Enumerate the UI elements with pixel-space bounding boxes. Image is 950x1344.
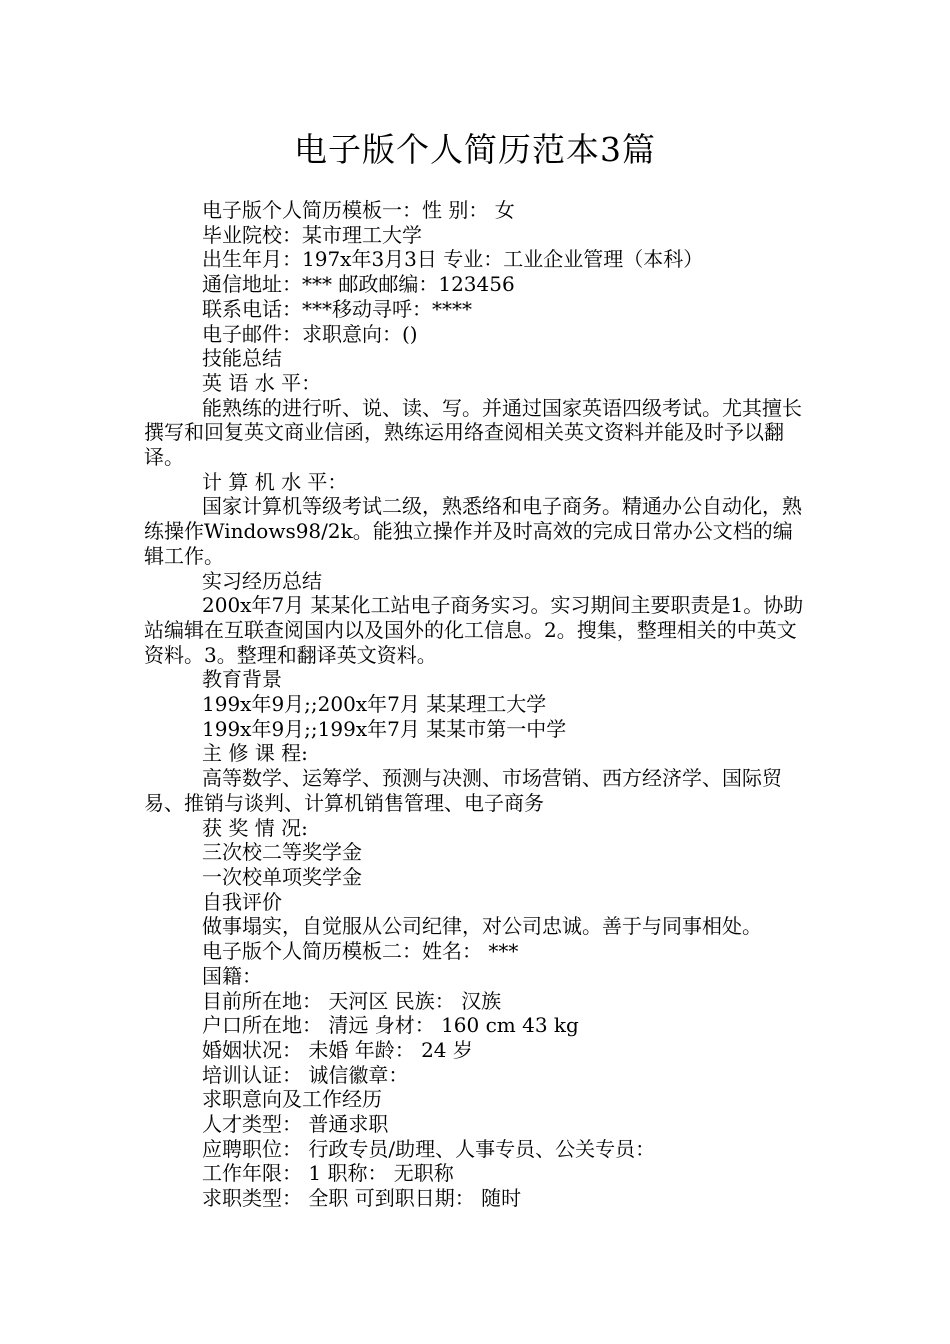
- section-heading: 自我评价: [202, 889, 282, 914]
- section-heading: 实习经历总结: [202, 568, 322, 593]
- paragraph: 电子邮件：求职意向：(): [202, 321, 418, 346]
- subheading: 英 语 水 平：: [202, 370, 322, 395]
- paragraph: 联系电话：***移动寻呼：****: [202, 296, 472, 321]
- paragraph: 一次校单项奖学金: [202, 864, 362, 889]
- document-title: 电子版个人简历范本3篇: [294, 130, 656, 169]
- paragraph: 应聘职位： 行政专员/助理、人事专员、公关专员：: [202, 1136, 656, 1161]
- section-heading: 教育背景: [202, 667, 282, 692]
- paragraph: 婚姻状况： 未婚 年龄： 24 岁: [202, 1037, 473, 1062]
- subheading: 主 修 课 程:: [202, 741, 308, 766]
- paragraph: 工作年限： 1 职称： 无职称: [202, 1161, 454, 1186]
- section-heading: 求职意向及工作经历: [202, 1087, 382, 1112]
- paragraph: 电子版个人简历模板一：性 别： 女: [202, 198, 515, 222]
- paragraph: 通信地址：*** 邮政邮编：123456: [202, 272, 515, 297]
- paragraph: 做事塌实，自觉服从公司纪律，对公司忠诚。善于与同事相处。: [202, 914, 762, 939]
- paragraph: 国家计算机等级考试二级，熟悉络和电子商务。精通办公自动化，熟练操作Windows98/2k。能独立操作并及时高效的完成日常办公文档的编辑工作。: [144, 494, 802, 568]
- document-body: [144, 198, 809, 1211]
- paragraph: 户口所在地： 清远 身材： 160 cm 43 kg: [202, 1013, 579, 1038]
- paragraph: 200x年7月 某某化工站电子商务实习。实习期间主要职责是1。协助站编辑在互联查阅国内以及国外的化工信息。2。搜集，整理相关的中英文资料。3。整理和翻译英文资料。: [144, 593, 804, 667]
- paragraph: 199x年9月;;199x年7月 某某市第一中学: [202, 716, 567, 741]
- section-heading: 技能总结: [202, 346, 282, 371]
- paragraph: 求职类型： 全职 可到职日期： 随时: [202, 1186, 522, 1211]
- paragraph: 人才类型： 普通求职: [202, 1112, 389, 1137]
- subheading: 获 奖 情 况:: [202, 815, 308, 840]
- paragraph: 目前所在地： 天河区 民族： 汉族: [202, 988, 502, 1013]
- paragraph: 能熟练的进行听、说、读、写。并通过国家英语四级考试。尤其擅长撰写和回复英文商业信函，熟练运用络查阅相关英文资料并能及时予以翻译。: [144, 395, 802, 470]
- paragraph: 电子版个人简历模板二：姓名： ***: [202, 939, 519, 964]
- paragraph: 培训认证： 诚信徽章：: [202, 1062, 409, 1087]
- paragraph: 出生年月：197x年3月3日 专业：工业企业管理（本科）: [202, 247, 704, 272]
- subheading: 计 算 机 水 平：: [202, 469, 348, 494]
- paragraph: 高等数学、运筹学、预测与决测、市场营销、西方经济学、国际贸易、推销与谈判、计算机销售管理、电子商务: [144, 766, 782, 815]
- paragraph: 199x年9月;;200x年7月 某某理工大学: [202, 692, 547, 717]
- paragraph: 国籍：: [202, 963, 262, 988]
- paragraph: 毕业院校：某市理工大学: [202, 222, 422, 247]
- paragraph: 三次校二等奖学金: [202, 840, 362, 865]
